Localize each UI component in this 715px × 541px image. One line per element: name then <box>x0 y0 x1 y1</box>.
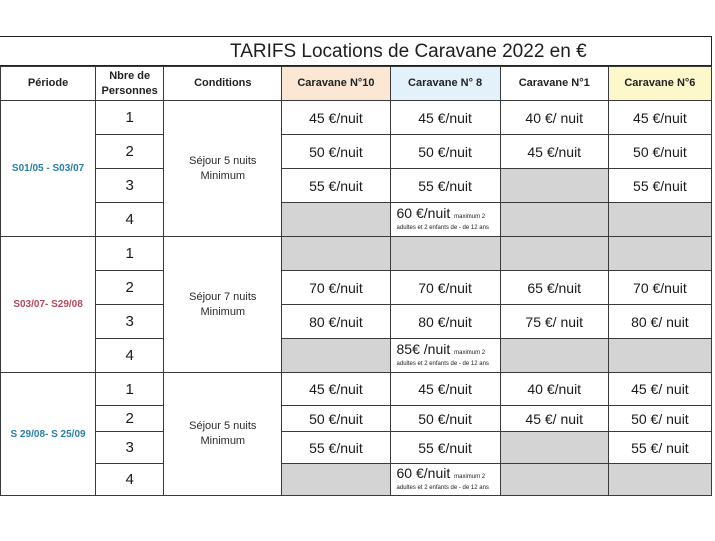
price-caravane-10: 50 €/nuit <box>282 135 390 169</box>
conditions-line1: Séjour 5 nuits <box>189 420 257 432</box>
table-row <box>1 169 712 203</box>
price-caravane-6: 45 €/ nuit <box>608 373 711 406</box>
tariff-sheet <box>0 36 712 496</box>
unavailable-cell <box>282 203 390 237</box>
header-periode: Période <box>1 67 96 101</box>
unavailable-cell <box>500 203 608 237</box>
unavailable-cell <box>282 464 390 496</box>
unavailable-cell <box>500 464 608 496</box>
unavailable-cell <box>390 237 500 271</box>
conditions-cell <box>164 101 282 237</box>
special-note-2: adultes et 2 enfants de - de 12 ans <box>396 485 489 491</box>
special-price: 85€ /nuit <box>396 341 451 357</box>
persons-count: 4 <box>96 464 164 496</box>
persons-count: 1 <box>96 237 164 271</box>
price-caravane-10: 45 €/nuit <box>282 101 390 135</box>
price-caravane-6: 50 €/nuit <box>608 135 711 169</box>
price-caravane-10: 70 €/nuit <box>282 271 390 305</box>
table-row <box>1 373 712 406</box>
unavailable-cell <box>608 237 711 271</box>
conditions-cell <box>164 373 282 496</box>
period-label: S01/05 - S03/07 <box>1 101 96 237</box>
persons-count: 1 <box>96 373 164 406</box>
unavailable-cell <box>608 203 711 237</box>
persons-count: 3 <box>96 305 164 339</box>
conditions-cell <box>164 237 282 373</box>
table-row <box>1 271 712 305</box>
period-label: S 29/08- S 25/09 <box>1 373 96 496</box>
persons-count: 2 <box>96 135 164 169</box>
price-caravane-10: 45 €/nuit <box>282 373 390 406</box>
header-caravane-1: Caravane N°1 <box>500 67 608 101</box>
conditions-line2: Minimum <box>200 305 246 318</box>
table-row <box>1 237 712 271</box>
unavailable-cell <box>282 237 390 271</box>
special-price: 60 €/nuit <box>396 465 451 481</box>
tariff-table <box>0 66 712 496</box>
price-caravane-1: 40 €/ nuit <box>500 101 608 135</box>
persons-count: 4 <box>96 339 164 373</box>
price-caravane-8: 80 €/nuit <box>390 305 500 339</box>
persons-count: 3 <box>96 169 164 203</box>
price-caravane-10: 55 €/nuit <box>282 432 390 464</box>
price-caravane-6: 55 €/nuit <box>608 169 711 203</box>
header-nbre-line1: Nbre de <box>109 69 151 82</box>
price-caravane-6: 50 €/ nuit <box>608 406 711 432</box>
table-row <box>1 135 712 169</box>
special-price: 60 €/nuit <box>396 205 451 221</box>
table-row <box>1 203 712 237</box>
unavailable-cell <box>282 339 390 373</box>
persons-count: 3 <box>96 432 164 464</box>
price-caravane-1: 75 €/ nuit <box>500 305 608 339</box>
price-caravane-8: 50 €/nuit <box>390 406 500 432</box>
price-caravane-8: 45 €/nuit <box>390 101 500 135</box>
price-caravane-8-special <box>390 464 500 496</box>
table-row <box>1 406 712 432</box>
price-caravane-8: 70 €/nuit <box>390 271 500 305</box>
price-caravane-10: 80 €/nuit <box>282 305 390 339</box>
unavailable-cell <box>608 464 711 496</box>
header-conditions: Conditions <box>164 67 282 101</box>
price-caravane-6: 70 €/nuit <box>608 271 711 305</box>
header-caravane-6: Caravane N°6 <box>608 67 711 101</box>
unavailable-cell <box>500 169 608 203</box>
period-label: S03/07- S29/08 <box>1 237 96 373</box>
price-caravane-1: 45 €/ nuit <box>500 406 608 432</box>
price-caravane-8-special <box>390 203 500 237</box>
price-caravane-10: 50 €/nuit <box>282 406 390 432</box>
special-note-2: adultes et 2 enfants de - de 12 ans <box>396 361 489 367</box>
table-row <box>1 101 712 135</box>
special-note-2: adultes et 2 enfants de - de 12 ans <box>396 225 489 231</box>
price-caravane-6: 45 €/nuit <box>608 101 711 135</box>
persons-count: 2 <box>96 271 164 305</box>
table-row <box>1 432 712 464</box>
price-caravane-10: 55 €/nuit <box>282 169 390 203</box>
unavailable-cell <box>608 339 711 373</box>
unavailable-cell <box>500 339 608 373</box>
header-row <box>1 67 712 101</box>
price-caravane-8: 55 €/nuit <box>390 169 500 203</box>
table-row <box>1 305 712 339</box>
price-caravane-8-special <box>390 339 500 373</box>
header-nbre-personnes <box>96 67 164 101</box>
header-caravane-8: Caravane N° 8 <box>390 67 500 101</box>
unavailable-cell <box>500 237 608 271</box>
price-caravane-8: 55 €/nuit <box>390 432 500 464</box>
persons-count: 2 <box>96 406 164 432</box>
table-row <box>1 339 712 373</box>
special-note-1: maximum 2 <box>454 214 486 220</box>
price-caravane-1: 45 €/nuit <box>500 135 608 169</box>
price-caravane-6: 55 €/ nuit <box>608 432 711 464</box>
header-nbre-line2: Personnes <box>101 84 158 97</box>
table-row <box>1 464 712 496</box>
price-caravane-8: 50 €/nuit <box>390 135 500 169</box>
header-caravane-10: Caravane N°10 <box>282 67 390 101</box>
unavailable-cell <box>500 432 608 464</box>
conditions-line1: Séjour 5 nuits <box>189 154 257 167</box>
persons-count: 4 <box>96 203 164 237</box>
conditions-line1: Séjour 7 nuits <box>189 290 257 303</box>
page-title: TARIFS Locations de Caravane 2022 en € <box>0 36 712 66</box>
price-caravane-8: 45 €/nuit <box>390 373 500 406</box>
price-caravane-1: 65 €/nuit <box>500 271 608 305</box>
conditions-line2: Minimum <box>200 169 246 182</box>
special-note-1: maximum 2 <box>454 350 486 356</box>
persons-count: 1 <box>96 101 164 135</box>
price-caravane-1: 40 €/nuit <box>500 373 608 406</box>
special-note-1: maximum 2 <box>454 474 486 480</box>
conditions-line2: Minimum <box>200 435 246 447</box>
price-caravane-6: 80 €/ nuit <box>608 305 711 339</box>
